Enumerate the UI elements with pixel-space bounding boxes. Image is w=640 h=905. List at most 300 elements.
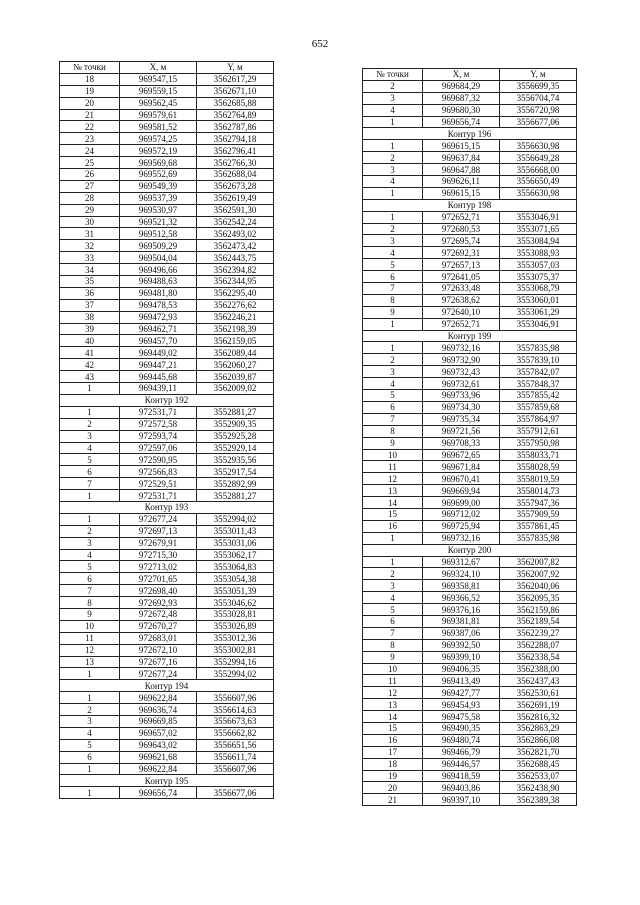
table-row bbox=[363, 152, 577, 164]
table-row bbox=[363, 794, 577, 806]
point-number-cell: 1 bbox=[60, 406, 120, 418]
point-number-cell: 12 bbox=[60, 644, 120, 656]
point-number-cell: 1 bbox=[363, 342, 423, 354]
x-coordinate-cell: 969569,68 bbox=[120, 157, 197, 169]
x-coordinate-cell: 969572,19 bbox=[120, 145, 197, 157]
x-coordinate-cell: 969732,90 bbox=[423, 354, 500, 366]
table-row bbox=[60, 490, 274, 502]
x-coordinate-cell: 969621,68 bbox=[120, 751, 197, 763]
table-row bbox=[60, 442, 274, 454]
table-row bbox=[363, 580, 577, 592]
y-coordinate-cell: 3562691,19 bbox=[500, 699, 577, 711]
table-row bbox=[363, 176, 577, 188]
y-coordinate-cell: 3552929,14 bbox=[197, 442, 274, 454]
y-coordinate-cell: 3553088,93 bbox=[500, 247, 577, 259]
y-coordinate-cell: 3556673,63 bbox=[197, 715, 274, 727]
point-number-cell: 6 bbox=[363, 615, 423, 627]
x-coordinate-cell: 972638,62 bbox=[423, 294, 500, 306]
table-row bbox=[363, 378, 577, 390]
y-coordinate-cell: 3552994,02 bbox=[197, 513, 274, 525]
x-coordinate-cell: 972677,16 bbox=[120, 656, 197, 668]
y-coordinate-cell: 3552994,02 bbox=[197, 668, 274, 680]
x-coordinate-cell: 969439,11 bbox=[120, 383, 197, 395]
y-coordinate-cell: 3562530,61 bbox=[500, 687, 577, 699]
contour-heading-row bbox=[363, 199, 577, 211]
x-coordinate-cell: 969512,58 bbox=[120, 228, 197, 240]
table-row bbox=[363, 235, 577, 247]
y-coordinate-cell: 3562198,39 bbox=[197, 323, 274, 335]
point-number-cell: 8 bbox=[60, 597, 120, 609]
table-row bbox=[60, 561, 274, 573]
table-row bbox=[60, 264, 274, 276]
point-number-cell: 41 bbox=[60, 347, 120, 359]
table-row bbox=[60, 525, 274, 537]
table-row bbox=[60, 359, 274, 371]
point-number-cell: 9 bbox=[363, 306, 423, 318]
table-row bbox=[60, 371, 274, 383]
y-coordinate-cell: 3556651,56 bbox=[197, 739, 274, 751]
table-row bbox=[60, 192, 274, 204]
x-coordinate-cell: 969732,16 bbox=[423, 532, 500, 544]
y-coordinate-cell: 3553057,03 bbox=[500, 259, 577, 271]
point-number-cell: 7 bbox=[363, 627, 423, 639]
point-number-cell: 12 bbox=[363, 473, 423, 485]
point-number-cell: 10 bbox=[363, 663, 423, 675]
table-row bbox=[60, 228, 274, 240]
point-number-cell: 5 bbox=[363, 259, 423, 271]
y-coordinate-cell: 3552925,28 bbox=[197, 430, 274, 442]
point-number-cell: 21 bbox=[60, 109, 120, 121]
y-coordinate-cell: 3553031,06 bbox=[197, 537, 274, 549]
y-coordinate-cell: 3557848,37 bbox=[500, 378, 577, 390]
x-coordinate-cell: 969478,53 bbox=[120, 299, 197, 311]
point-number-cell: 17 bbox=[363, 746, 423, 758]
point-number-cell: 2 bbox=[363, 354, 423, 366]
y-coordinate-cell: 3557859,68 bbox=[500, 401, 577, 413]
point-number-cell: 20 bbox=[60, 97, 120, 109]
x-coordinate-cell: 969454,93 bbox=[423, 699, 500, 711]
point-number-cell: 1 bbox=[60, 490, 120, 502]
table-row bbox=[363, 342, 577, 354]
point-number-cell: 6 bbox=[60, 751, 120, 763]
x-coordinate-cell: 969622,84 bbox=[120, 692, 197, 704]
x-coordinate-cell: 972715,30 bbox=[120, 549, 197, 561]
table-row bbox=[363, 354, 577, 366]
table-row bbox=[363, 675, 577, 687]
table-row bbox=[363, 318, 577, 330]
y-coordinate-cell: 3562060,27 bbox=[197, 359, 274, 371]
y-coordinate-cell: 3562159,05 bbox=[197, 335, 274, 347]
point-number-cell: 1 bbox=[363, 211, 423, 223]
y-coordinate-cell: 3556630,98 bbox=[500, 140, 577, 152]
x-coordinate-cell: 969447,21 bbox=[120, 359, 197, 371]
y-coordinate-cell: 3562473,42 bbox=[197, 240, 274, 252]
x-coordinate-cell: 969725,94 bbox=[423, 520, 500, 532]
point-number-cell: 6 bbox=[363, 401, 423, 413]
x-coordinate-cell: 969732,61 bbox=[423, 378, 500, 390]
x-coordinate-cell: 969449,02 bbox=[120, 347, 197, 359]
table-row bbox=[363, 663, 577, 675]
point-number-cell: 4 bbox=[60, 549, 120, 561]
x-coordinate-cell: 969671,84 bbox=[423, 461, 500, 473]
contour-heading-row bbox=[60, 501, 274, 513]
point-number-cell: 16 bbox=[363, 520, 423, 532]
table-row bbox=[60, 692, 274, 704]
y-coordinate-cell: 3562796,41 bbox=[197, 145, 274, 157]
y-coordinate-cell: 3562009,02 bbox=[197, 383, 274, 395]
contour-heading-row bbox=[60, 394, 274, 406]
table-row bbox=[363, 211, 577, 223]
x-coordinate-cell: 969387,06 bbox=[423, 627, 500, 639]
contour-heading: Контур 193 bbox=[60, 501, 274, 513]
y-coordinate-cell: 3562007,82 bbox=[500, 556, 577, 568]
point-number-cell: 33 bbox=[60, 252, 120, 264]
x-coordinate-cell: 969626,11 bbox=[423, 176, 500, 188]
point-number-cell: 1 bbox=[363, 116, 423, 128]
x-coordinate-cell: 969574,25 bbox=[120, 133, 197, 145]
x-coordinate-cell: 969647,88 bbox=[423, 164, 500, 176]
x-coordinate-cell: 969669,85 bbox=[120, 715, 197, 727]
y-coordinate-cell: 3553068,79 bbox=[500, 283, 577, 295]
point-number-cell: 3 bbox=[363, 164, 423, 176]
point-number-cell: 10 bbox=[60, 620, 120, 632]
x-coordinate-cell: 972672,10 bbox=[120, 644, 197, 656]
y-coordinate-cell: 3553071,65 bbox=[500, 223, 577, 235]
y-coordinate-cell: 3557912,61 bbox=[500, 425, 577, 437]
table-row bbox=[363, 413, 577, 425]
point-number-cell: 14 bbox=[363, 497, 423, 509]
point-number-cell: 25 bbox=[60, 157, 120, 169]
table-row bbox=[60, 704, 274, 716]
table-row bbox=[363, 556, 577, 568]
table-row bbox=[363, 283, 577, 295]
y-coordinate-cell: 3553054,38 bbox=[197, 573, 274, 585]
x-coordinate-cell: 969708,33 bbox=[423, 437, 500, 449]
x-coordinate-cell: 969672,65 bbox=[423, 449, 500, 461]
x-coordinate-cell: 969699,00 bbox=[423, 497, 500, 509]
y-coordinate-cell: 3553002,81 bbox=[197, 644, 274, 656]
y-coordinate-cell: 3552892,99 bbox=[197, 478, 274, 490]
table-row bbox=[363, 508, 577, 520]
point-number-cell: 27 bbox=[60, 180, 120, 192]
point-number-cell: 1 bbox=[60, 513, 120, 525]
x-coordinate-cell: 969552,69 bbox=[120, 169, 197, 181]
table-row bbox=[60, 715, 274, 727]
point-number-cell: 6 bbox=[60, 573, 120, 585]
point-number-cell: 4 bbox=[363, 247, 423, 259]
point-number-cell: 4 bbox=[363, 104, 423, 116]
x-coordinate-cell: 969656,74 bbox=[120, 787, 197, 799]
x-coordinate-cell: 969466,79 bbox=[423, 746, 500, 758]
point-number-cell: 40 bbox=[60, 335, 120, 347]
x-coordinate-cell: 969680,30 bbox=[423, 104, 500, 116]
x-coordinate-cell: 969657,02 bbox=[120, 727, 197, 739]
point-number-cell: 13 bbox=[363, 699, 423, 711]
y-coordinate-cell: 3552881,27 bbox=[197, 406, 274, 418]
y-coordinate-cell: 3556677,06 bbox=[500, 116, 577, 128]
header-point-number: № точки bbox=[60, 62, 120, 74]
point-number-cell: 1 bbox=[60, 763, 120, 775]
y-coordinate-cell: 3562787,86 bbox=[197, 121, 274, 133]
table-row bbox=[60, 145, 274, 157]
y-coordinate-cell: 3562040,06 bbox=[500, 580, 577, 592]
table-row bbox=[363, 473, 577, 485]
table-row bbox=[60, 157, 274, 169]
y-coordinate-cell: 3557839,10 bbox=[500, 354, 577, 366]
x-coordinate-cell: 969324,10 bbox=[423, 568, 500, 580]
table-row bbox=[363, 80, 577, 92]
x-coordinate-cell: 972701,65 bbox=[120, 573, 197, 585]
point-number-cell: 2 bbox=[363, 223, 423, 235]
y-coordinate-cell: 3562688,04 bbox=[197, 169, 274, 181]
table-row bbox=[363, 271, 577, 283]
point-number-cell: 2 bbox=[363, 568, 423, 580]
y-coordinate-cell: 3562389,38 bbox=[500, 794, 577, 806]
x-coordinate-cell: 969481,80 bbox=[120, 287, 197, 299]
y-coordinate-cell: 3553062,17 bbox=[197, 549, 274, 561]
x-coordinate-cell: 972695,74 bbox=[423, 235, 500, 247]
y-coordinate-cell: 3552994,16 bbox=[197, 656, 274, 668]
table-row bbox=[363, 140, 577, 152]
table-row bbox=[60, 73, 274, 85]
x-coordinate-cell: 972692,31 bbox=[423, 247, 500, 259]
point-number-cell: 2 bbox=[60, 418, 120, 430]
table-row bbox=[363, 116, 577, 128]
point-number-cell: 7 bbox=[363, 283, 423, 295]
y-coordinate-cell: 3556607,96 bbox=[197, 763, 274, 775]
point-number-cell: 15 bbox=[363, 508, 423, 520]
table-row bbox=[363, 187, 577, 199]
point-number-cell: 10 bbox=[363, 449, 423, 461]
x-coordinate-cell: 972593,74 bbox=[120, 430, 197, 442]
point-number-cell: 28 bbox=[60, 192, 120, 204]
table-row bbox=[60, 585, 274, 597]
x-coordinate-cell: 969537,39 bbox=[120, 192, 197, 204]
y-coordinate-cell: 3562591,30 bbox=[197, 204, 274, 216]
table-row bbox=[60, 537, 274, 549]
y-coordinate-cell: 3562007,92 bbox=[500, 568, 577, 580]
point-number-cell: 2 bbox=[363, 80, 423, 92]
x-coordinate-cell: 972597,06 bbox=[120, 442, 197, 454]
table-row bbox=[363, 425, 577, 437]
x-coordinate-cell: 969462,71 bbox=[120, 323, 197, 335]
table-header-row bbox=[60, 62, 274, 74]
table-row bbox=[60, 668, 274, 680]
x-coordinate-cell: 969636,74 bbox=[120, 704, 197, 716]
point-number-cell: 8 bbox=[363, 294, 423, 306]
x-coordinate-cell: 969615,15 bbox=[423, 187, 500, 199]
x-coordinate-cell: 969490,35 bbox=[423, 722, 500, 734]
point-number-cell: 1 bbox=[60, 692, 120, 704]
table-row bbox=[60, 180, 274, 192]
table-row bbox=[363, 247, 577, 259]
table-row bbox=[60, 620, 274, 632]
x-coordinate-cell: 969381,81 bbox=[423, 615, 500, 627]
point-number-cell: 5 bbox=[60, 561, 120, 573]
point-number-cell: 3 bbox=[60, 715, 120, 727]
table-row bbox=[60, 347, 274, 359]
table-row bbox=[363, 770, 577, 782]
point-number-cell: 9 bbox=[60, 608, 120, 620]
y-coordinate-cell: 3557864,97 bbox=[500, 413, 577, 425]
y-coordinate-cell: 3556720,98 bbox=[500, 104, 577, 116]
point-number-cell: 1 bbox=[363, 556, 423, 568]
table-row bbox=[60, 644, 274, 656]
x-coordinate-cell: 969732,16 bbox=[423, 342, 500, 354]
point-number-cell: 12 bbox=[363, 687, 423, 699]
y-coordinate-cell: 3558014,73 bbox=[500, 485, 577, 497]
point-number-cell: 30 bbox=[60, 216, 120, 228]
point-number-cell: 1 bbox=[60, 383, 120, 395]
point-number-cell: 9 bbox=[363, 437, 423, 449]
y-coordinate-cell: 3556607,96 bbox=[197, 692, 274, 704]
table-row bbox=[363, 532, 577, 544]
y-coordinate-cell: 3552917,54 bbox=[197, 466, 274, 478]
point-number-cell: 43 bbox=[60, 371, 120, 383]
x-coordinate-cell: 969562,45 bbox=[120, 97, 197, 109]
y-coordinate-cell: 3558033,71 bbox=[500, 449, 577, 461]
table-row bbox=[60, 763, 274, 775]
y-coordinate-cell: 3562438,90 bbox=[500, 782, 577, 794]
table-row bbox=[60, 454, 274, 466]
x-coordinate-cell: 969732,43 bbox=[423, 366, 500, 378]
y-coordinate-cell: 3556650,49 bbox=[500, 176, 577, 188]
header-y: Y, м bbox=[197, 62, 274, 74]
table-row bbox=[363, 722, 577, 734]
x-coordinate-cell: 969488,63 bbox=[120, 276, 197, 288]
y-coordinate-cell: 3562089,44 bbox=[197, 347, 274, 359]
x-coordinate-cell: 969397,10 bbox=[423, 794, 500, 806]
y-coordinate-cell: 3562344,95 bbox=[197, 276, 274, 288]
x-coordinate-cell: 969521,32 bbox=[120, 216, 197, 228]
x-coordinate-cell: 969445,68 bbox=[120, 371, 197, 383]
y-coordinate-cell: 3553051,39 bbox=[197, 585, 274, 597]
point-number-cell: 11 bbox=[363, 675, 423, 687]
table-row bbox=[363, 734, 577, 746]
point-number-cell: 4 bbox=[363, 378, 423, 390]
y-coordinate-cell: 3557855,42 bbox=[500, 390, 577, 402]
table-row bbox=[363, 758, 577, 770]
table-row bbox=[363, 711, 577, 723]
y-coordinate-cell: 3562288,07 bbox=[500, 639, 577, 651]
y-coordinate-cell: 3552909,35 bbox=[197, 418, 274, 430]
y-coordinate-cell: 3553084,94 bbox=[500, 235, 577, 247]
x-coordinate-cell: 969413,49 bbox=[423, 675, 500, 687]
point-number-cell: 3 bbox=[363, 580, 423, 592]
point-number-cell: 32 bbox=[60, 240, 120, 252]
table-row bbox=[363, 604, 577, 616]
y-coordinate-cell: 3556630,98 bbox=[500, 187, 577, 199]
y-coordinate-cell: 3556677,06 bbox=[197, 787, 274, 799]
x-coordinate-cell: 969615,15 bbox=[423, 140, 500, 152]
y-coordinate-cell: 3556614,63 bbox=[197, 704, 274, 716]
point-number-cell: 31 bbox=[60, 228, 120, 240]
point-number-cell: 39 bbox=[60, 323, 120, 335]
table-row bbox=[60, 418, 274, 430]
y-coordinate-cell: 3562493,02 bbox=[197, 228, 274, 240]
x-coordinate-cell: 969637,84 bbox=[423, 152, 500, 164]
x-coordinate-cell: 969403,86 bbox=[423, 782, 500, 794]
y-coordinate-cell: 3562863,29 bbox=[500, 722, 577, 734]
y-coordinate-cell: 3553061,29 bbox=[500, 306, 577, 318]
y-coordinate-cell: 3562388,00 bbox=[500, 663, 577, 675]
x-coordinate-cell: 972698,40 bbox=[120, 585, 197, 597]
x-coordinate-cell: 969418,59 bbox=[423, 770, 500, 782]
point-number-cell: 3 bbox=[363, 235, 423, 247]
table-row bbox=[60, 276, 274, 288]
y-coordinate-cell: 3562533,07 bbox=[500, 770, 577, 782]
x-coordinate-cell: 969656,74 bbox=[423, 116, 500, 128]
x-coordinate-cell: 969366,52 bbox=[423, 592, 500, 604]
x-coordinate-cell: 969733,96 bbox=[423, 390, 500, 402]
table-row bbox=[60, 252, 274, 264]
x-coordinate-cell: 972697,13 bbox=[120, 525, 197, 537]
contour-heading: Контур 195 bbox=[60, 775, 274, 787]
y-coordinate-cell: 3562685,88 bbox=[197, 97, 274, 109]
y-coordinate-cell: 3562246,21 bbox=[197, 311, 274, 323]
x-coordinate-cell: 969509,29 bbox=[120, 240, 197, 252]
table-row bbox=[363, 461, 577, 473]
y-coordinate-cell: 3557835,98 bbox=[500, 342, 577, 354]
table-row bbox=[60, 323, 274, 335]
table-row bbox=[363, 568, 577, 580]
point-number-cell: 13 bbox=[363, 485, 423, 497]
y-coordinate-cell: 3556649,28 bbox=[500, 152, 577, 164]
point-number-cell: 1 bbox=[363, 140, 423, 152]
point-number-cell: 4 bbox=[363, 176, 423, 188]
point-number-cell: 5 bbox=[363, 390, 423, 402]
table-row bbox=[60, 133, 274, 145]
x-coordinate-cell: 969399,10 bbox=[423, 651, 500, 663]
x-coordinate-cell: 972680,53 bbox=[423, 223, 500, 235]
y-coordinate-cell: 3562394,82 bbox=[197, 264, 274, 276]
table-row bbox=[60, 739, 274, 751]
table-row bbox=[363, 401, 577, 413]
y-coordinate-cell: 3562295,40 bbox=[197, 287, 274, 299]
x-coordinate-cell: 969622,84 bbox=[120, 763, 197, 775]
point-number-cell: 3 bbox=[60, 430, 120, 442]
x-coordinate-cell: 972531,71 bbox=[120, 406, 197, 418]
x-coordinate-cell: 969427,77 bbox=[423, 687, 500, 699]
point-number-cell: 19 bbox=[60, 85, 120, 97]
y-coordinate-cell: 3553060,01 bbox=[500, 294, 577, 306]
y-coordinate-cell: 3557861,45 bbox=[500, 520, 577, 532]
point-number-cell: 2 bbox=[363, 152, 423, 164]
point-number-cell: 2 bbox=[60, 525, 120, 537]
table-row bbox=[363, 699, 577, 711]
point-number-cell: 11 bbox=[363, 461, 423, 473]
y-coordinate-cell: 3553012,36 bbox=[197, 632, 274, 644]
table-row bbox=[60, 240, 274, 252]
point-number-cell: 1 bbox=[363, 187, 423, 199]
coordinates-table-right bbox=[362, 68, 577, 806]
point-number-cell: 13 bbox=[60, 656, 120, 668]
x-coordinate-cell: 969358,81 bbox=[423, 580, 500, 592]
y-coordinate-cell: 3562338,54 bbox=[500, 651, 577, 663]
x-coordinate-cell: 969530,97 bbox=[120, 204, 197, 216]
x-coordinate-cell: 972572,58 bbox=[120, 418, 197, 430]
point-number-cell: 15 bbox=[363, 722, 423, 734]
x-coordinate-cell: 972566,83 bbox=[120, 466, 197, 478]
x-coordinate-cell: 969581,52 bbox=[120, 121, 197, 133]
table-row bbox=[363, 92, 577, 104]
x-coordinate-cell: 969406,35 bbox=[423, 663, 500, 675]
point-number-cell: 1 bbox=[363, 318, 423, 330]
y-coordinate-cell: 3557909,59 bbox=[500, 508, 577, 520]
table-row bbox=[60, 204, 274, 216]
point-number-cell: 18 bbox=[363, 758, 423, 770]
x-coordinate-cell: 969312,67 bbox=[423, 556, 500, 568]
